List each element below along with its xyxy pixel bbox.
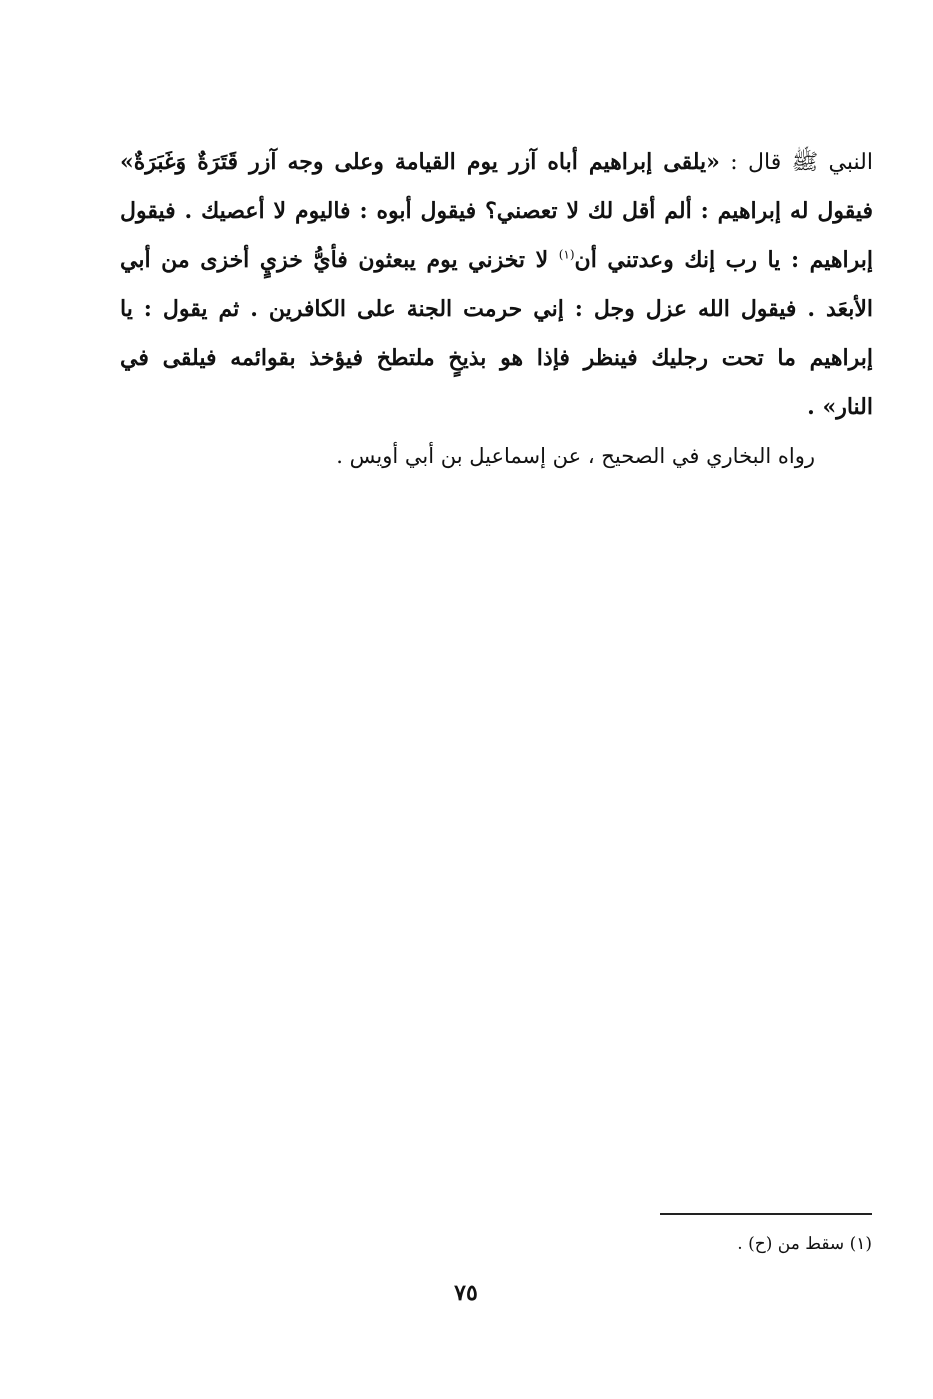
narration-attribution: رواه البخاري في الصحيح ، عن إسماعيل بن أبي أويس .: [336, 444, 815, 468]
hadith-line-4: الأبعَد . فيقول الله عزل وجل : إني حرمت الجنة على الكافرين . ثم يقول : يا: [120, 296, 873, 322]
hadith-lead-text: النبي ﷺ قال :: [719, 150, 873, 175]
hadith-line-3: [120, 236, 873, 285]
page-number: ٧٥: [454, 1280, 478, 1306]
hadith-line-3-start: إبراهيم : يا رب إنك وعدتني أن: [574, 247, 873, 273]
hadith-line-1: [120, 138, 873, 187]
hadith-line-5: إبراهيم ما تحت رجليك فينظر فإذا هو بذيخٍ ملتطخ فيؤخذ بقوائمه فيلقى في: [120, 345, 873, 371]
hadith-line-2: فيقول له إبراهيم : ألم أقل لك لا تعصني؟ فيقول أبوه : فاليوم لا أعصيك . فيقول: [120, 198, 873, 224]
hadith-line-6: النار» .: [807, 394, 873, 420]
footnote-text: (١) سقط من (ح) .: [737, 1234, 872, 1254]
footnote-reference-marker[interactable]: (١): [558, 247, 575, 262]
hadith-line-3-end: لا تخزني يوم يبعثون فأيُّ خزيٍ أخزى من أبي: [120, 247, 559, 273]
hadith-text-block: [120, 138, 873, 432]
hadith-quote-start: «يلقى إبراهيم أباه آزر يوم القيامة وعلى وجه آزر قَتَرَةٌ وَغَبَرَةٌ»: [120, 149, 720, 175]
footnote-separator-rule: [660, 1213, 872, 1215]
